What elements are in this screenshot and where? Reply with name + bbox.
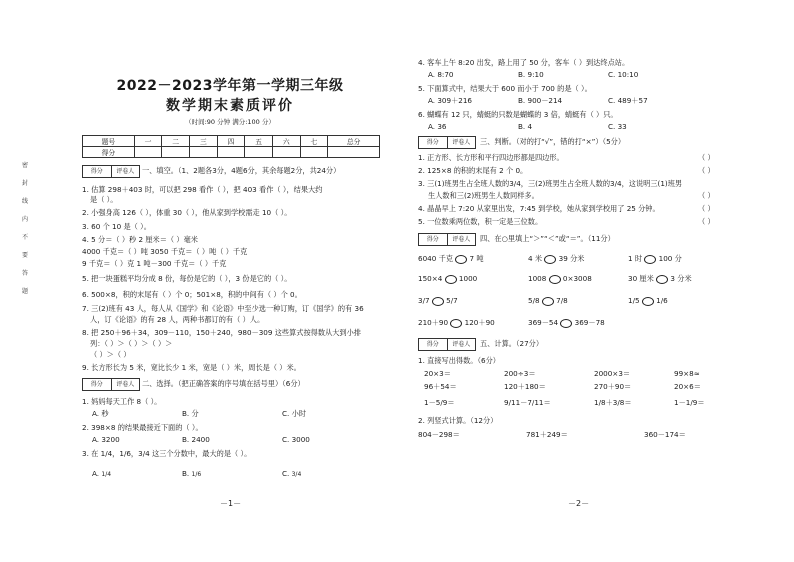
compare-circle[interactable] <box>560 319 572 328</box>
compare-circle[interactable] <box>432 297 444 306</box>
exam-title-main: 数学期末素质评价 <box>166 98 294 114</box>
choice-3-option-c: C. 3/4 <box>282 469 302 478</box>
compare-circle[interactable] <box>455 255 467 264</box>
exam-page-left <box>70 45 390 515</box>
column-calc-item: 781＋249＝ <box>526 430 568 439</box>
margin-char: 密 <box>21 162 28 169</box>
judge-4-paren[interactable]: （ ） <box>698 204 715 213</box>
score-row-label: 得分 <box>83 147 135 158</box>
section-2-title: 二、选择。（把正确答案的序号填在括号里）（6分） <box>142 379 305 388</box>
score-header-cell: 七 <box>300 136 328 147</box>
margin-char: 内 <box>21 216 28 223</box>
calc-item: 2000×3＝ <box>594 369 631 378</box>
section-3-title: 三、判断。（对的打“√”，错的打“×”）（5分） <box>480 137 626 146</box>
exam-page-right <box>418 58 748 513</box>
compare-item: 3/7 5/7 <box>418 296 458 305</box>
grader-box <box>418 338 476 351</box>
score-cell[interactable] <box>190 147 218 158</box>
compare-item: 150×4 1000 <box>418 274 478 283</box>
compare-circle[interactable] <box>642 297 654 306</box>
calc-item: 1/8＋3/8＝ <box>594 398 632 407</box>
choice-2-option-c: C. 3000 <box>282 435 310 444</box>
choice-2: 2. 398×8 的结果最接近下面的（ ）。 <box>82 423 203 432</box>
calc-part-2-title: 2. 列竖式计算。（12分） <box>418 416 498 425</box>
compare-item: 5/8 7/8 <box>528 296 568 305</box>
grader-name-label: 评卷人 <box>116 381 135 388</box>
compare-circle[interactable] <box>450 319 462 328</box>
score-cell[interactable] <box>272 147 300 158</box>
calc-item: 20×6＝ <box>674 382 701 391</box>
calc-item: 120＋180＝ <box>504 382 546 391</box>
question-4-c: 9 千克＝（ ）克 1 吨－300 千克＝（ ）千克 <box>82 259 227 268</box>
grader-name-label: 评卷人 <box>452 236 471 243</box>
score-table <box>82 135 380 158</box>
section-5-title: 五、计算。（27分） <box>480 339 544 348</box>
question-8-cont: 列：（ ）＞（ ）＞（ ）＞ <box>90 339 173 348</box>
judge-3-cont: 生人数和三(2)班男生人数同样多。 <box>428 191 539 200</box>
choice-5-option-a: A. 309＋216 <box>428 96 472 105</box>
calc-part-1-title: 1. 直接写出得数。（6分） <box>418 356 500 365</box>
choice-6-option-b: B. 4 <box>518 122 533 131</box>
choice-2-option-a: A. 3200 <box>92 435 120 444</box>
score-header-cell: 四 <box>217 136 245 147</box>
choice-5: 5. 下面算式中，结果大于 600 而小于 700 的是（ ）。 <box>418 84 592 93</box>
score-table-header-row <box>83 136 380 147</box>
binding-margin <box>18 160 32 390</box>
choice-5-option-c: C. 489＋57 <box>608 96 648 105</box>
score-cell[interactable] <box>134 147 162 158</box>
choice-6-option-c: C. 33 <box>608 122 627 131</box>
question-1: 1. 估算 298＋403 时，可以把 298 看作（ ），把 403 看作（ ），结果大约 <box>82 185 323 194</box>
column-calc-item: 360－174＝ <box>644 430 686 439</box>
compare-item: 369－54 369－78 <box>528 318 605 327</box>
question-7: 7. 三(2)班有 43 人，每人从《国学》和《论语》中至少选一种订购，订《国学》的有 36 <box>82 304 364 313</box>
question-4: 4. 5 分＝（ ）秒 2 厘米＝（ ）毫米 <box>82 235 198 244</box>
choice-3-option-a: A. 1/4 <box>92 469 112 478</box>
compare-circle[interactable] <box>644 255 656 264</box>
compare-item: 6040 千克 7 吨 <box>418 254 484 263</box>
grader-score-label: 得分 <box>83 166 112 177</box>
compare-item: 4 米 39 分米 <box>528 254 585 263</box>
score-header-cell: 五 <box>245 136 273 147</box>
compare-circle[interactable] <box>544 255 556 264</box>
margin-char: 题 <box>21 288 28 295</box>
compare-circle[interactable] <box>445 275 457 284</box>
compare-circle[interactable] <box>549 275 561 284</box>
grader-score-label: 得分 <box>419 137 448 148</box>
choice-2-option-b: B. 2400 <box>182 435 210 444</box>
score-header-cell: 三 <box>190 136 218 147</box>
compare-item: 30 厘米 3 分米 <box>628 274 692 283</box>
margin-char: 线 <box>21 198 28 205</box>
calc-item: 1－1/9＝ <box>674 398 705 407</box>
choice-6-option-a: A. 36 <box>428 122 447 131</box>
choice-1-option-a: A. 秒 <box>92 409 109 418</box>
grader-box <box>82 165 140 178</box>
calc-item: 20×3＝ <box>424 369 451 378</box>
score-header-cell: 一 <box>134 136 162 147</box>
choice-6: 6. 蝴蝶有 12 只，蜻蜓的只数是蝴蝶的 3 倍，蜻蜓有（ ）只。 <box>418 110 618 119</box>
grader-score-label: 得分 <box>83 379 112 390</box>
choice-3-option-b: B. 1/6 <box>182 469 202 478</box>
grader-score-label: 得分 <box>419 339 448 350</box>
grader-score-label: 得分 <box>419 234 448 245</box>
score-header-cell: 总分 <box>328 136 380 147</box>
column-calc-item: 804－298＝ <box>418 430 460 439</box>
question-3: 3. 60 个 10 是（ ）。 <box>82 222 151 231</box>
question-8-cont2: （ ）＞（ ） <box>90 350 131 359</box>
question-1-cont: 是（ ）。 <box>90 195 118 204</box>
score-header-cell: 六 <box>272 136 300 147</box>
choice-5-option-b: B. 900－214 <box>518 96 563 105</box>
score-cell[interactable] <box>245 147 273 158</box>
score-cell[interactable] <box>300 147 328 158</box>
grader-box <box>82 378 140 391</box>
exam-title-year: 2022－2023学年第一学期三年级 <box>116 78 344 94</box>
compare-item: 1/5 1/6 <box>628 296 668 305</box>
calc-item: 200÷3＝ <box>504 369 536 378</box>
score-cell[interactable] <box>217 147 245 158</box>
compare-circle[interactable] <box>656 275 668 284</box>
choice-4: 4. 客车上午 8:20 出发，路上用了 50 分，客车（ ）到达终点站。 <box>418 58 630 67</box>
judge-2-paren[interactable]: （ ） <box>698 166 715 175</box>
compare-item: 1008 0×3008 <box>528 274 592 283</box>
question-9: 9. 长方形长为 5 米，宽比长少 1 米，宽是（ ）米，周长是（ ）米。 <box>82 363 301 372</box>
calc-item: 96＋54＝ <box>424 382 457 391</box>
score-table-score-row <box>83 147 380 158</box>
grader-box <box>418 136 476 149</box>
section-4-title: 四、在○里填上“＞”“＜”或“＝”。（11分） <box>480 234 615 243</box>
margin-char: 答 <box>21 270 28 277</box>
grader-name-label: 评卷人 <box>452 139 471 146</box>
page-number-right: －2－ <box>568 499 590 508</box>
calc-item: 99×8≈ <box>674 369 700 378</box>
score-cell[interactable] <box>162 147 190 158</box>
judge-3: 3. 三(1)班男生占全班人数的3/4，三(2)班男生占全班人数的3/4，这说明三(1)班男 <box>418 179 683 188</box>
choice-1: 1. 妈妈每天工作 8（ ）。 <box>82 397 162 406</box>
calc-item: 1－5/9＝ <box>424 398 455 407</box>
choice-4-option-b: B. 9:10 <box>518 70 544 79</box>
question-6: 6. 500×8，积的末尾有（ ）个 0；501×8，积的中间有（ ）个 0。 <box>82 290 302 299</box>
question-5: 5. 把一块蛋糕平均分成 8 份，每份是它的（ ），3 份是它的（ ）。 <box>82 274 292 283</box>
judge-5: 5. 一位数乘两位数，积一定是三位数。 <box>418 217 543 226</box>
calc-item: 270＋90＝ <box>594 382 632 391</box>
margin-char: 不 <box>21 234 28 241</box>
choice-4-option-a: A. 8:70 <box>428 70 454 79</box>
margin-char: 要 <box>21 252 28 259</box>
judge-1: 1. 正方形、长方形和平行四边形都是四边形。 <box>418 153 564 162</box>
grader-name-label: 评卷人 <box>452 341 471 348</box>
question-4-b: 4000 千克＝（ ）吨 3050 千克＝（ ）吨（ ）千克 <box>82 247 248 256</box>
judge-2: 2. 125×8 的积的末尾有 2 个 0。 <box>418 166 528 175</box>
grader-box <box>418 233 476 246</box>
page-number-left: －1－ <box>220 499 242 508</box>
calc-item: 9/11－7/11＝ <box>504 398 551 407</box>
judge-4: 4. 晶晶早上 7:20 从家里出发，7:45 到学校，她从家到学校用了 25 分钟。 <box>418 204 660 213</box>
compare-circle[interactable] <box>542 297 554 306</box>
score-header-cell: 二 <box>162 136 190 147</box>
judge-1-paren[interactable]: （ ） <box>698 153 715 162</box>
compare-item: 1 时 100 分 <box>628 254 682 263</box>
exam-meta: （时间:90 分钟 满分:100 分） <box>185 118 275 126</box>
choice-1-option-b: B. 分 <box>182 409 199 418</box>
question-2: 2. 小强身高 126（ ），体重 30（ ），他从家到学校需走 10（ ）。 <box>82 208 292 217</box>
margin-char: 封 <box>21 180 28 187</box>
choice-1-option-c: C. 小时 <box>282 409 306 418</box>
grader-name-label: 评卷人 <box>116 168 135 175</box>
question-8: 8. 把 250＋96＋34，309－110，150＋240，980－309 这些算式按得数从大到小排 <box>82 328 361 337</box>
section-1-title: 一、填空。（1、2题各3分，4题6分，其余每题2分，共24分） <box>142 166 341 175</box>
judge-5-paren[interactable]: （ ） <box>698 217 715 226</box>
question-7-cont: 人，订《论语》的有 28 人，两种书都订的有（ ）人。 <box>90 315 265 324</box>
score-cell[interactable] <box>328 147 380 158</box>
choice-3: 3. 在 1/4，1/6，3/4 这三个分数中，最大的是（ ）。 <box>82 449 252 458</box>
compare-item: 210＋90 120＋90 <box>418 318 495 327</box>
choice-4-option-c: C. 10:10 <box>608 70 639 79</box>
judge-3-paren[interactable]: （ ） <box>698 191 715 200</box>
score-header-cell: 题号 <box>83 136 135 147</box>
